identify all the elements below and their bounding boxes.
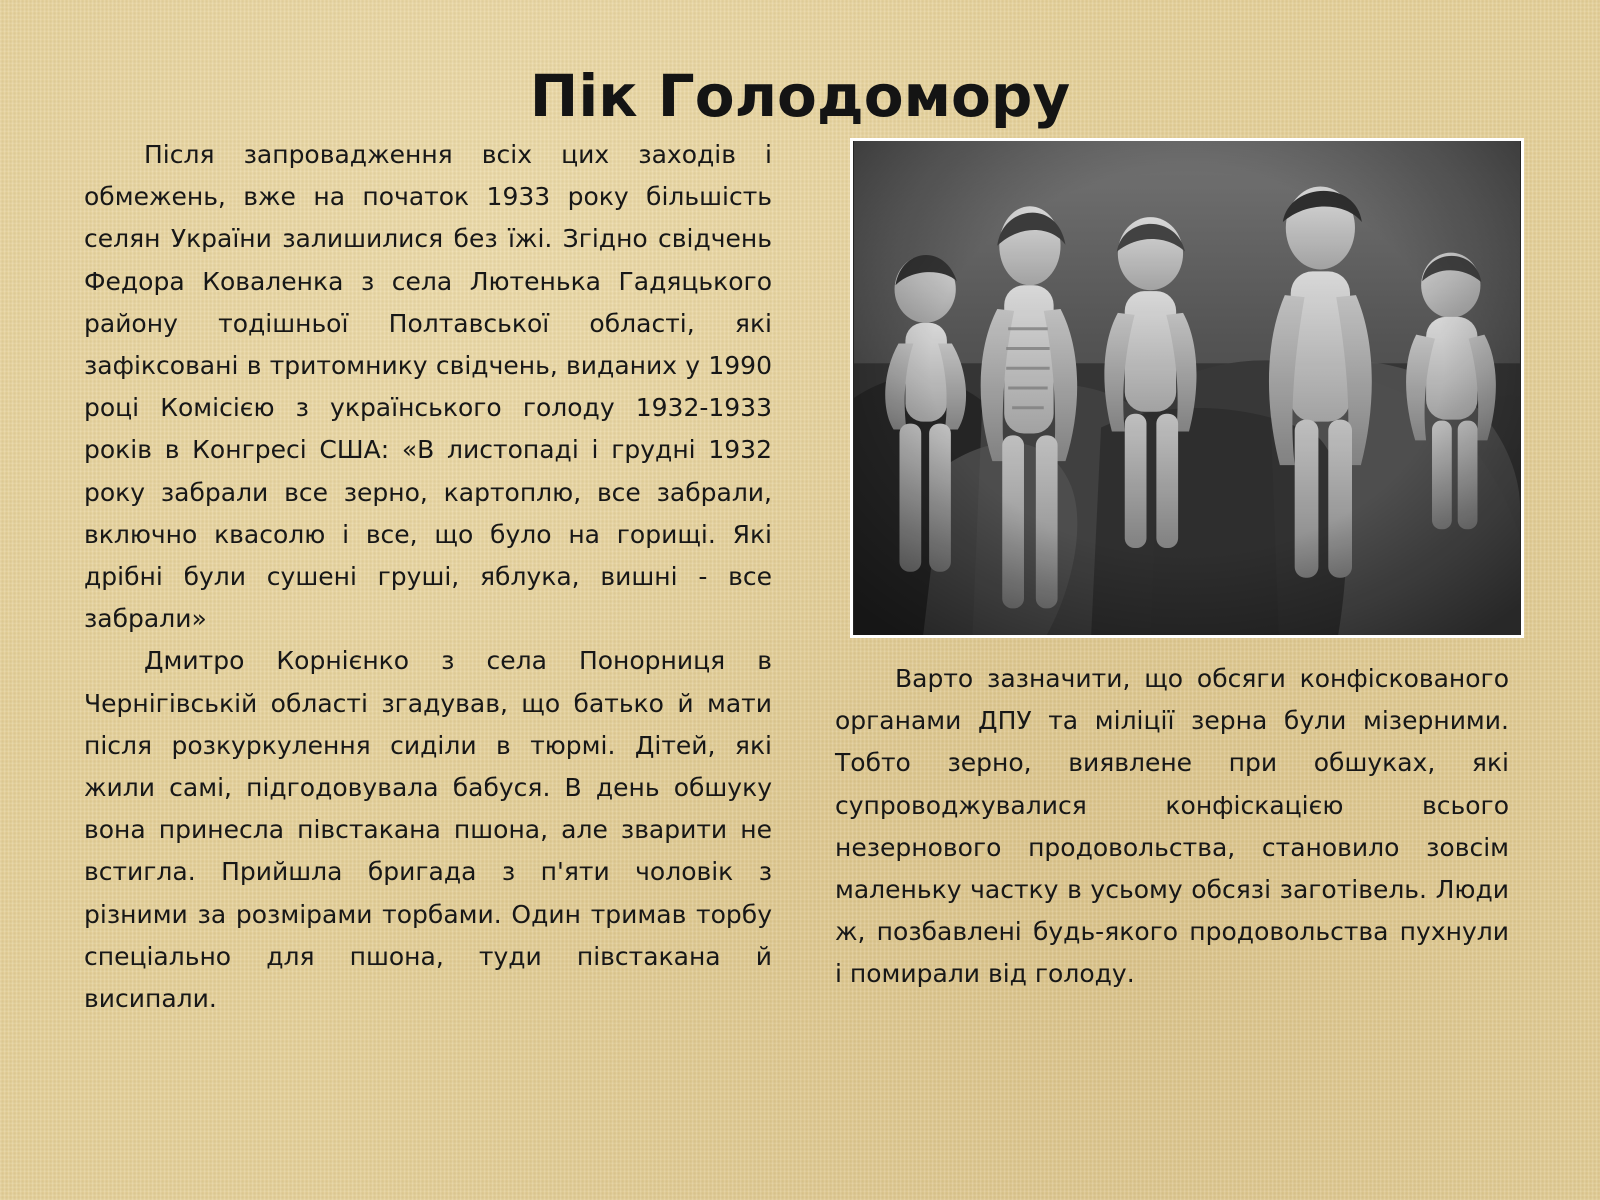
right-text-column xyxy=(835,658,1509,996)
left-text-column xyxy=(84,134,772,1020)
historical-photo xyxy=(850,138,1524,638)
left-paragraph-2: Дмитро Корнієнко з села Понорниця в Чернігівській області згадував, що батько й мати після розкуркулення сиділи в тюрмі. Дітей, які жили самі, підгодовувала бабуся. В день обшуку вона принесла півстакана пшона, але зварити не встигла. Прийшла бригада з п'яти чоловік з різними за розмірами торбами. Один тримав торбу спеціально для пшона, туди півстакана й висипали. xyxy=(84,646,772,1014)
page-title: Пік Голодомору xyxy=(529,62,1071,130)
right-paragraph-1: Варто зазначити, що обсяги конфіскованого органами ДПУ та міліції зерна були мізерними. Тобто зерно, виявлене при обшуках, які супроводжувалися конфіскацією всього незернового продовольства, становило зовсім маленьку частку в усьому обсязі заготівель. Люди ж, позбавлені будь-якого продовольства пухнули і помирали від голоду. xyxy=(835,664,1509,989)
left-paragraph-1: Після запровадження всіх цих заходів і обмежень, вже на початок 1933 року більшість селян України залишилися без їжі. Згідно свідчень Федора Коваленка з села Лютенька Гадяцького району тодішньої Полтавської області, які зафіксовані в тритомнику свідчень, виданих у 1990 році Комісією з українського голоду 1932-1933 років в Конгресі США: «В листопаді і грудні 1932 року забрали все зерно, картоплю, все забрали, включно квасолю і все, що було на горищі. Які дрібні були сушені груші, яблука, вишні - все забрали» xyxy=(84,140,772,634)
children-photo-icon xyxy=(853,141,1521,635)
